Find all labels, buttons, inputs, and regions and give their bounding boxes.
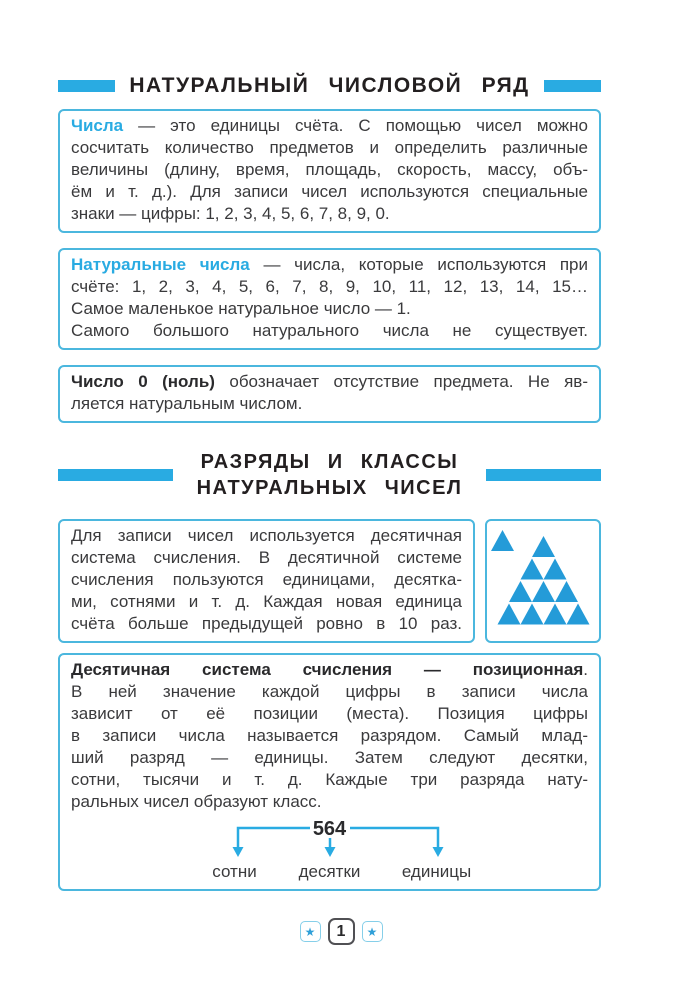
definition-box-natural-numbers <box>58 248 601 350</box>
keyword-zero: Число 0 (ноль) <box>71 372 215 391</box>
page-title: НАТУРАЛЬНЫЙ ЧИСЛОВОЙ РЯД <box>129 74 530 97</box>
text-line: В ней значение каждой цифры в записи числа <box>71 682 588 701</box>
text-line: величины (длину, время, площадь, скорость, массу, объ- <box>71 160 588 179</box>
text-line: знаки — цифры: 1, 2, 3, 4, 5, 6, 7, 8, 9, 0. <box>71 204 390 223</box>
text-line <box>71 115 588 137</box>
star-badge-left <box>300 921 321 942</box>
label-tens: десятки <box>298 862 361 881</box>
page-content <box>58 74 601 891</box>
star-badge-right <box>362 921 383 942</box>
text-line: сосчитать количество предметов и определить различные <box>71 138 588 157</box>
text-line: ми, сотнями и т. д. Каждая новая единица <box>71 592 462 611</box>
section-title-line1: РАЗРЯДЫ И КЛАССЫ <box>200 451 459 473</box>
text-line: ём и т. д.). Для записи чисел используются специальные <box>71 182 588 201</box>
page-number-badge <box>328 918 355 945</box>
text-run: . <box>583 660 588 679</box>
text-line <box>71 371 588 393</box>
page-footer <box>0 918 682 945</box>
star-icon: ★ <box>304 924 316 939</box>
section-title-row <box>58 449 601 501</box>
text-line: Самое маленькое натуральное число — 1. <box>71 299 411 318</box>
text-line: система счисления. В десятичной системе <box>71 548 462 567</box>
text-line: ший разряд — единицы. Затем следуют десятки, <box>71 748 588 767</box>
text-line: в записи числа называется разрядом. Самый млад- <box>71 726 588 745</box>
text-line: счёте: 1, 2, 3, 4, 5, 6, 7, 8, 9, 10, 11, 12, 13, 14, 15… <box>71 277 588 296</box>
text-line <box>71 659 588 681</box>
decimal-system-row <box>58 519 601 643</box>
star-icon: ★ <box>366 924 378 939</box>
text-run: — числа, которые используются при <box>249 255 589 274</box>
text-line: Для записи чисел используется десятичная <box>71 526 462 545</box>
positional-system-box <box>58 653 601 891</box>
place-value-diagram <box>120 819 540 883</box>
section-title <box>183 449 477 501</box>
decimal-system-box <box>58 519 475 643</box>
section-title-line2: НАТУРАЛЬНЫХ ЧИСЕЛ <box>196 477 463 499</box>
label-units: единицы <box>401 862 472 881</box>
text-line: ляется натуральным числом. <box>71 394 303 413</box>
example-number: 564 <box>312 818 347 840</box>
text-line <box>71 254 588 276</box>
text-line: Самого большого натурального числа не существует. <box>71 321 588 340</box>
label-hundreds: сотни <box>212 862 257 881</box>
definition-box-numbers <box>58 109 601 233</box>
units-illustration-box <box>485 519 601 643</box>
text-line: зависит от её позиции (места). Позиция цифры <box>71 704 588 723</box>
ten-units-triangles-icon <box>487 521 598 641</box>
text-line: ральных чисел образуют класс. <box>71 792 322 811</box>
page-title-row <box>58 74 601 98</box>
keyword-positional: Десятичная система счисления — позиционная <box>71 660 584 679</box>
section-rule-left-icon <box>58 469 173 481</box>
page-number: 1 <box>336 922 346 940</box>
text-line: сотни, тысячи и т. д. Каждые три разряда нату- <box>71 770 588 789</box>
text-line: счёта больше предыдущей ровно в 10 раз. <box>71 614 462 633</box>
title-rule-right-icon <box>544 80 601 92</box>
text-run: — это единицы счёта. С помощью чисел можно <box>123 116 588 135</box>
section-rule-right-icon <box>486 469 601 481</box>
title-rule-left-icon <box>58 80 115 92</box>
definition-box-zero <box>58 365 601 423</box>
text-line: счисления пользуются единицами, десятка- <box>71 570 462 589</box>
keyword-numbers: Числа <box>71 116 124 135</box>
text-run: обозначает отсутствие предмета. Не яв- <box>214 372 588 391</box>
keyword-natural-numbers: Натуральные числа <box>71 255 250 274</box>
